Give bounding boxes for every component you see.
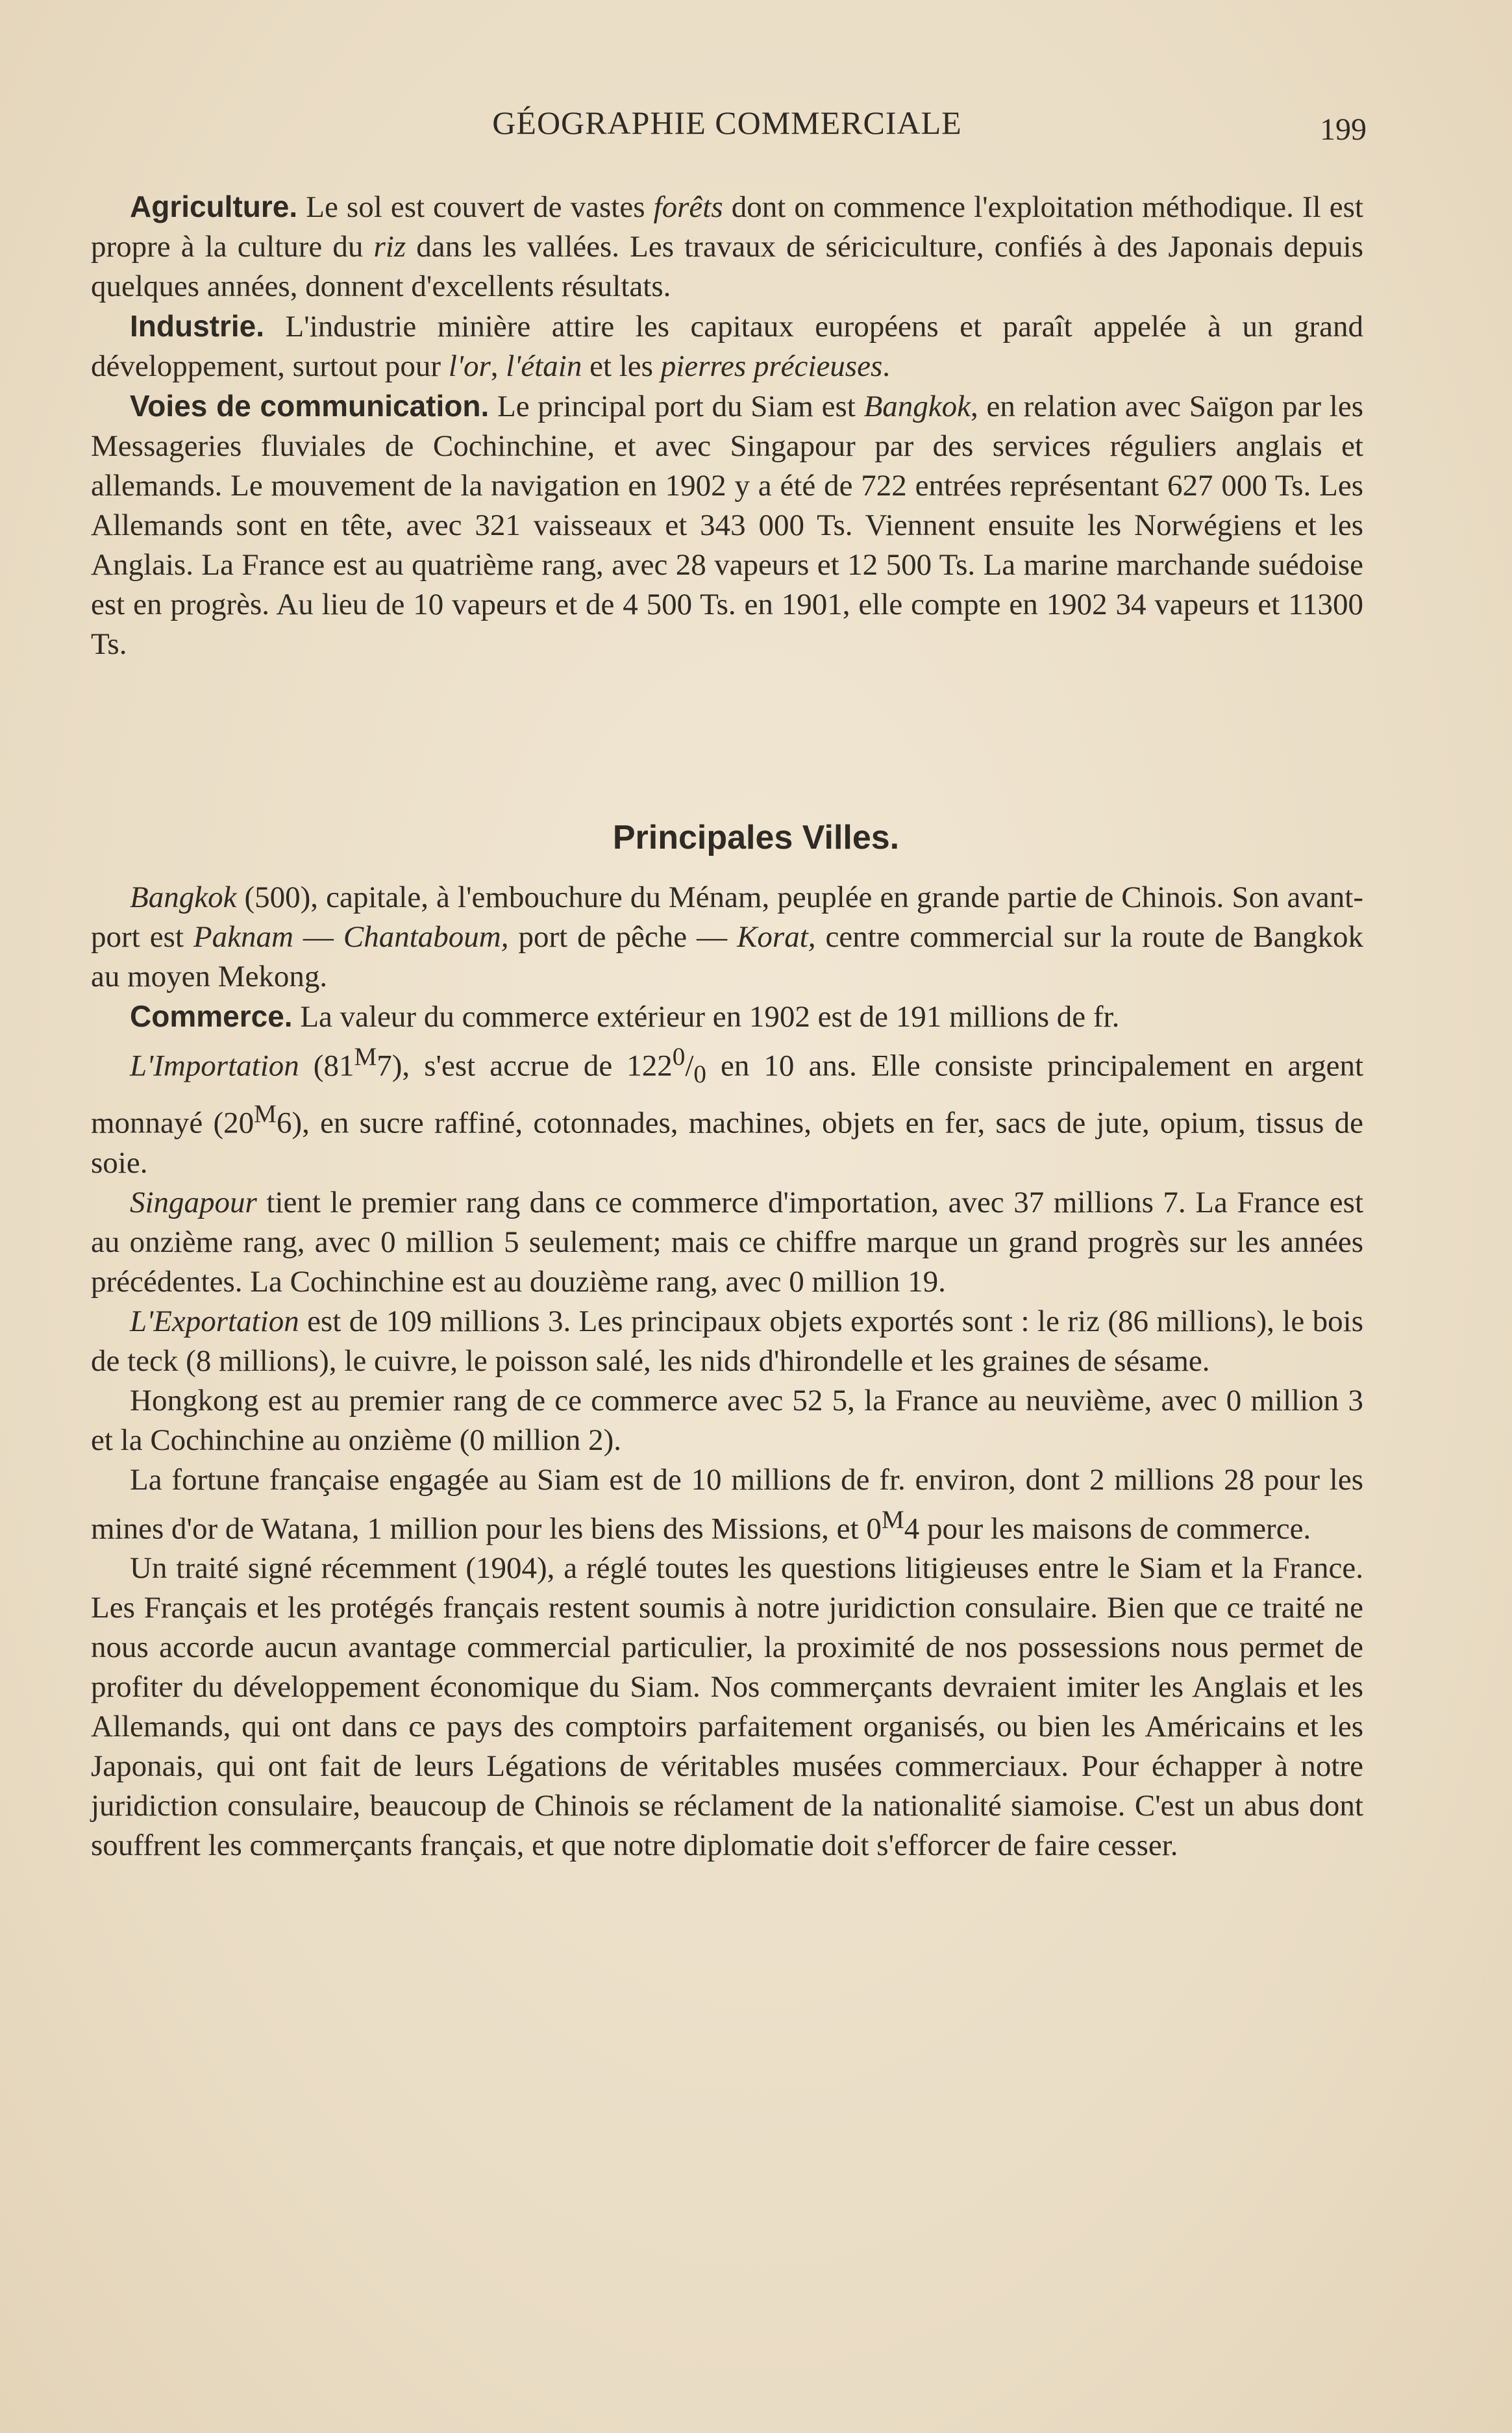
paragraph-commerce bbox=[91, 997, 1363, 1037]
text-run: La valeur du commerce extérieur en 1902 est de 191 millions de fr. bbox=[292, 1000, 1120, 1034]
text-run: dont on commence l'exploitation méthodique. Il est propre à la culture du bbox=[91, 190, 1363, 264]
text-run: et les bbox=[582, 349, 661, 383]
subscript: 0 bbox=[693, 1060, 706, 1089]
bottom-text-block bbox=[91, 878, 1363, 1865]
italic-run: riz bbox=[373, 230, 406, 264]
superscript: 0 bbox=[672, 1043, 686, 1071]
section-label: Industrie. bbox=[130, 309, 265, 343]
text-run: 4 pour les maisons de commerce. bbox=[904, 1512, 1311, 1546]
text-run: port de pêche — bbox=[508, 920, 737, 954]
superscript: M bbox=[354, 1043, 377, 1071]
paragraph-industrie bbox=[91, 306, 1363, 386]
text-run: / bbox=[685, 1049, 694, 1083]
paragraph-fortune bbox=[91, 1460, 1363, 1549]
text-run: , en relation avec Saïgon par les Messageries fluviales de Cochinchine, et avec Singapour par des services réguliers anglais et allemands. Le mouvement de la navigation en 1902 y a été de 722 entrées représentant 627 000 Ts. Les Allemands sont en tête, avec 321 vaisseaux et 343 000 Ts. Viennent ensuite les Norwégiens et les Anglais. La France est au quatrième rang, avec 28 vapeurs et 12 500 Ts. La marine marchande suédoise est en progrès. Au lieu de 10 vapeurs et de 4 500 Ts. en 1901, elle compte en 1902 34 vapeurs et 11300 Ts. bbox=[91, 390, 1363, 661]
paragraph-bangkok bbox=[91, 878, 1363, 997]
text-run: . bbox=[882, 349, 890, 383]
text-run: (81 bbox=[299, 1049, 354, 1083]
text-run: 6), en sucre raffiné, cotonnades, machines, objets en fer, sacs de jute, opium, tissus de soie. bbox=[91, 1106, 1364, 1180]
text-run: — bbox=[293, 920, 343, 954]
italic-run: forêts bbox=[653, 190, 723, 224]
paragraph-exportation bbox=[91, 1302, 1363, 1381]
italic-run: pierres précieuses bbox=[660, 349, 883, 383]
text-run: (500), capitale, à l'embouchure du Ménam, peuplée en grande partie de Chinois. Son avant-port est bbox=[91, 880, 1363, 954]
italic-run: L'Exportation bbox=[130, 1304, 299, 1338]
page-number: 199 bbox=[1320, 112, 1367, 147]
running-head: GÉOGRAPHIE COMMERCIALE bbox=[492, 105, 962, 141]
paragraph-importation bbox=[91, 1037, 1363, 1183]
paragraph-agriculture bbox=[91, 187, 1363, 306]
top-text-block bbox=[91, 187, 1363, 664]
italic-run: Chantaboum, bbox=[343, 920, 509, 954]
italic-run: Singapour bbox=[130, 1185, 257, 1219]
italic-run: l'or bbox=[448, 349, 491, 383]
italic-run: Bangkok bbox=[863, 390, 971, 423]
text-run: , bbox=[490, 349, 506, 383]
section-label: Commerce. bbox=[130, 999, 293, 1033]
text-run: Le sol est couvert de vastes bbox=[297, 190, 654, 224]
paragraph-traite: Un traité signé récemment (1904), a réglé toutes les questions litigieuses entre le Siam et la France. Les Français et les protégés français restent soumis à notre juridiction consulaire. Bien que ce traité ne nous accorde aucun avantage commercial particulier, la proximité de nos possessions nous permet de profiter du développement économique du Siam. Nos commerçants devraient imiter les Anglais et les Allemands, qui ont dans ce pays des comptoirs parfaitement organisés, ou bien les Américains et les Japonais, qui ont fait de leurs Légations de véritables musées commerciaux. Pour échapper à notre juridiction consulaire, beaucoup de Chinois se réclament de la nationalité siamoise. C'est un abus dont souffrent les commerçants français, et que notre diplomatie doit s'efforcer de faire cesser. bbox=[91, 1551, 1363, 1863]
section-label: Agriculture. bbox=[130, 190, 298, 223]
italic-run: L'Importation bbox=[130, 1049, 299, 1083]
text-run: tient le premier rang dans ce commerce d'importation, avec 37 millions 7. La France est au onzième rang, avec 0 million 5 seulement; mais ce chiffre marque un grand progrès sur les années précédentes. La Cochinchine est au douzième rang, avec 0 million 19. bbox=[91, 1185, 1363, 1299]
text-run: 7), s'est accrue de 122 bbox=[377, 1049, 673, 1083]
text-run: dans les vallées. Les travaux de sériciculture, confiés à des Japonais depuis quelques années, donnent d'excellents résultats. bbox=[91, 230, 1364, 303]
text-run: en 10 ans. Elle consiste principalement en argent monnayé (20 bbox=[91, 1049, 1363, 1140]
paragraph-voies bbox=[91, 386, 1363, 664]
superscript: M bbox=[254, 1100, 277, 1129]
italic-run: Korat, bbox=[737, 920, 816, 954]
superscript: M bbox=[881, 1505, 904, 1534]
paragraph-hongkong: Hongkong est au premier rang de ce commerce avec 52 5, la France au neuvième, avec 0 million 3 et la Cochinchine au onzième (0 million 2). bbox=[91, 1383, 1363, 1457]
text-run: est de 109 millions 3. Les principaux objets exportés sont : le riz (86 millions), le bois de teck (8 millions), le cuivre, le poisson salé, les nids d'hirondelle et les graines de sésame. bbox=[91, 1304, 1363, 1378]
text-run: Le principal port du Siam est bbox=[489, 390, 864, 423]
text-run: L'industrie minière attire les capitaux européens et paraît appelée à un grand développement, surtout pour bbox=[91, 310, 1363, 383]
paragraph-singapour bbox=[91, 1183, 1363, 1302]
italic-run: Bangkok bbox=[130, 880, 237, 914]
italic-run: l'étain bbox=[506, 349, 582, 383]
italic-run: Paknam bbox=[193, 920, 293, 954]
heading-principales-villes: Principales Villes. bbox=[612, 819, 900, 856]
section-label: Voies de communication. bbox=[130, 389, 490, 423]
text-run: centre commercial sur la route de Bangkok au moyen Mekong. bbox=[91, 920, 1364, 993]
text-run: La fortune française engagée au Siam est de 10 millions de fr. environ, dont 2 millions 28 pour les mines d'or de Watana, 1 million pour les biens des Missions, et 0 bbox=[91, 1462, 1363, 1546]
